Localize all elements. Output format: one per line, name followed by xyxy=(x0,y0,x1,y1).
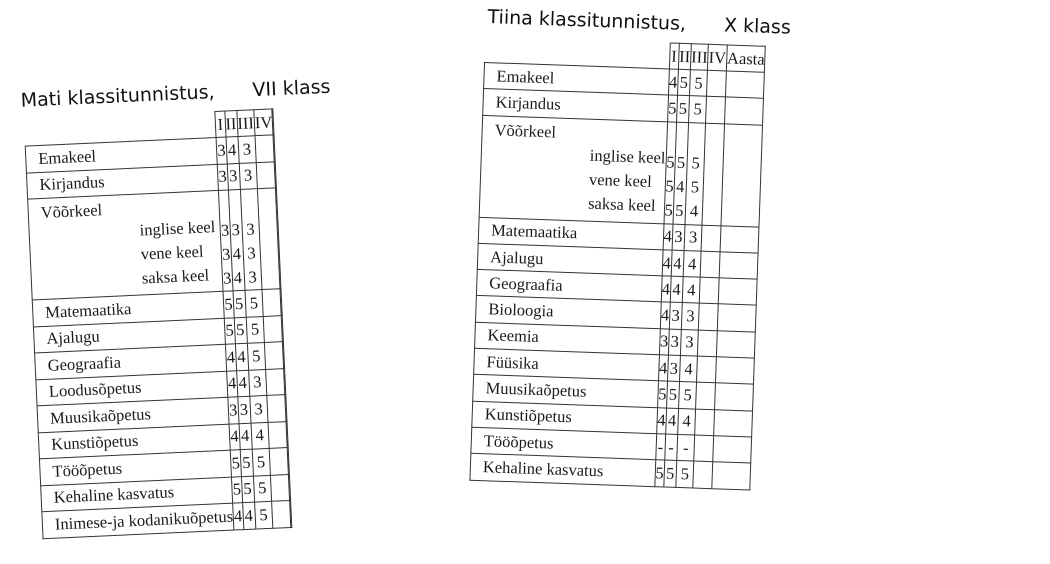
grade-cell xyxy=(275,161,277,188)
grade-cell xyxy=(272,500,292,527)
subject-name: Kehaline kasvatus xyxy=(470,454,655,487)
grade-cell: 4 xyxy=(662,250,672,277)
subject-name: Kunstiõpetus xyxy=(38,424,230,459)
language-grades-cell xyxy=(721,123,763,226)
subject-name: Muusikaõpetus xyxy=(473,375,658,408)
grade-cell: 4 xyxy=(226,137,239,164)
tiina-title-class: X klass xyxy=(723,14,792,39)
grade-cell: 4 xyxy=(663,223,673,250)
grade-cell xyxy=(715,357,754,385)
grade-cell xyxy=(290,500,292,527)
grade-cell: 3 xyxy=(248,369,267,396)
grade-cell: - xyxy=(655,434,665,461)
language-grade: 4 xyxy=(232,243,242,264)
subject-name: Ajalugu xyxy=(477,243,662,276)
grade-cell: 5 xyxy=(254,501,273,528)
language-name: vene keel xyxy=(588,169,653,191)
grade-cell: 3 xyxy=(228,397,238,424)
grade-cell: 3 xyxy=(684,224,702,251)
subject-name: Matemaatika xyxy=(478,217,663,250)
subject-name: Muusikaõpetus xyxy=(37,397,229,432)
grade-cell: 5 xyxy=(234,317,247,344)
mati-header-term-1: I xyxy=(215,111,225,137)
language-grade: 5 xyxy=(665,175,675,196)
grade-cell: 4 xyxy=(251,422,270,449)
language-grade: 4 xyxy=(689,200,699,221)
grade-cell: 3 xyxy=(680,329,698,356)
language-grade: 3 xyxy=(221,244,231,264)
mati-title-class: VII klass xyxy=(252,75,331,102)
grade-cell: 4 xyxy=(683,250,701,277)
grade-cell: 5 xyxy=(657,381,667,408)
grade-cell xyxy=(716,331,755,359)
grade-cell xyxy=(285,395,287,422)
language-grade: 3 xyxy=(222,268,232,288)
grade-cell: 5 xyxy=(232,476,242,503)
grade-cell: 3 xyxy=(672,224,685,251)
grade-cell: 4 xyxy=(656,407,666,434)
grade-cell: 3 xyxy=(239,162,258,189)
grade-cell xyxy=(280,289,282,316)
grade-cell xyxy=(286,421,288,448)
foreign-language-label: Võõrkeel xyxy=(40,200,103,222)
grade-cell xyxy=(707,70,726,97)
grade-cell: 5 xyxy=(252,448,271,475)
grade-cell xyxy=(696,382,715,409)
tiina-header-term-2: II xyxy=(678,43,691,69)
grade-cell xyxy=(263,315,283,342)
mati-table-body xyxy=(25,135,292,538)
grade-cell: 5 xyxy=(240,449,253,476)
language-grade: 3 xyxy=(220,220,230,240)
grade-cell: 4 xyxy=(235,343,248,370)
grade-cell xyxy=(718,278,757,306)
grade-cell: 4 xyxy=(668,69,678,96)
grade-cell xyxy=(719,252,758,280)
subject-name: Inimese-ja kodanikuõpetus xyxy=(42,503,234,538)
grade-cell: 5 xyxy=(233,290,246,317)
subject-name: Bioloogia xyxy=(475,296,660,329)
grade-cell: 5 xyxy=(253,475,272,502)
grade-cell xyxy=(273,135,275,162)
grade-cell xyxy=(255,135,275,162)
grade-cell xyxy=(697,356,716,383)
grade-cell: 5 xyxy=(689,70,707,97)
grade-cell xyxy=(269,448,289,475)
grade-cell: 4 xyxy=(236,370,249,397)
language-grade: 5 xyxy=(665,151,675,172)
grade-cell xyxy=(694,435,713,462)
grade-cell: 5 xyxy=(224,317,234,344)
grade-cell: 5 xyxy=(667,95,677,122)
grade-cell xyxy=(262,289,282,316)
grade-cell: 4 xyxy=(666,408,679,435)
grade-cell xyxy=(725,71,764,99)
grade-cell: 5 xyxy=(676,461,694,488)
grade-cell: 5 xyxy=(230,450,240,477)
subject-name: Loodusõpetus xyxy=(36,371,228,406)
grade-cell: 4 xyxy=(242,502,255,529)
grade-cell xyxy=(717,304,756,332)
subject-name: Emakeel xyxy=(484,62,669,95)
language-grade: 3 xyxy=(245,219,256,239)
tiina-title-name: Tiina klassitunnistus, xyxy=(487,6,687,35)
grade-cell: 5 xyxy=(688,96,706,123)
grade-cell xyxy=(713,409,752,437)
language-grade: 5 xyxy=(676,152,686,172)
grade-cell: 3 xyxy=(216,137,226,164)
grade-cell: 4 xyxy=(678,408,696,435)
subject-name: Kunstiõpetus xyxy=(472,401,657,434)
grade-cell: 4 xyxy=(229,423,239,450)
language-grade: 4 xyxy=(675,176,685,196)
subject-name: Kehaline kasvatus xyxy=(41,477,233,512)
grade-cell xyxy=(282,315,284,342)
grade-cell xyxy=(706,97,725,124)
grade-cell xyxy=(289,474,291,501)
grade-cell xyxy=(699,304,718,331)
language-grade: 3 xyxy=(248,267,258,287)
grade-cell: - xyxy=(677,434,695,461)
grade-cell: 5 xyxy=(223,291,233,318)
grade-cell: 4 xyxy=(682,277,700,304)
grade-cell xyxy=(288,448,290,475)
language-name: vene keel xyxy=(140,241,204,264)
grade-cell: 4 xyxy=(233,503,243,530)
tiina-header-term-1: I xyxy=(669,43,679,69)
grade-cell xyxy=(693,461,712,488)
grade-cell: 4 xyxy=(661,276,671,303)
grade-cell: 5 xyxy=(241,476,254,503)
language-name: inglise keel xyxy=(139,217,216,240)
subject-name: Geograafia xyxy=(476,270,661,303)
grade-cell xyxy=(712,462,751,490)
mati-header-term-3: III xyxy=(236,110,255,137)
grade-cell: 3 xyxy=(238,136,257,163)
grade-cell: 3 xyxy=(217,164,227,191)
grade-cell: 5 xyxy=(676,96,689,123)
language-grade: 3 xyxy=(247,243,257,263)
grade-cell xyxy=(283,342,285,369)
tiina-grades-table xyxy=(469,36,766,490)
grade-cell xyxy=(701,225,720,252)
grade-cell: 4 xyxy=(671,250,684,277)
grade-cell xyxy=(268,421,288,448)
foreign-language-row xyxy=(479,115,763,227)
tiina-header-term-3: III xyxy=(690,44,708,71)
grade-cell: 3 xyxy=(237,396,250,423)
grade-cell: 3 xyxy=(249,395,268,422)
grade-cell: 3 xyxy=(227,163,240,190)
grade-cell xyxy=(267,395,287,422)
language-name: inglise keel xyxy=(589,145,666,167)
language-grade: 5 xyxy=(674,200,684,220)
grade-cell: 3 xyxy=(659,329,669,356)
subject-name: Kirjandus xyxy=(26,164,218,199)
grade-cell xyxy=(712,436,751,464)
subject-name: Ajalugu xyxy=(33,318,225,353)
language-grade: 5 xyxy=(691,152,701,173)
foreign-language-label: Võõrkeel xyxy=(494,119,557,142)
grade-cell: 4 xyxy=(227,370,237,397)
mati-title-name: Mati klassitunnistus, xyxy=(20,81,215,112)
grade-cell: 4 xyxy=(670,276,683,303)
grade-cell xyxy=(284,368,286,395)
grade-cell xyxy=(700,277,719,304)
language-grade: 4 xyxy=(233,267,243,288)
grade-cell: - xyxy=(665,434,678,461)
grade-cell: 5 xyxy=(246,316,265,343)
grade-cell: 3 xyxy=(667,355,680,382)
language-grade: 5 xyxy=(690,176,700,197)
grade-cell: 3 xyxy=(681,303,699,330)
grade-cell: 3 xyxy=(668,329,681,356)
grade-cell xyxy=(701,251,720,278)
language-name: saksa keel xyxy=(587,193,656,215)
language-name: saksa keel xyxy=(141,265,210,288)
grade-cell xyxy=(264,342,284,369)
grade-cell: 5 xyxy=(677,69,690,96)
subject-name: Tööõpetus xyxy=(471,427,656,460)
mati-card-title xyxy=(20,76,331,112)
subject-name: Geograafia xyxy=(35,344,227,379)
foreign-language-cell xyxy=(28,190,224,300)
grade-cell xyxy=(720,225,759,253)
subject-name: Füüsika xyxy=(474,348,659,381)
tiina-table-body xyxy=(470,62,765,489)
grade-cell: 4 xyxy=(239,423,252,450)
grade-cell xyxy=(724,97,763,125)
grade-cell xyxy=(714,383,753,411)
language-grade: 5 xyxy=(664,199,674,220)
grade-cell: 4 xyxy=(660,302,670,329)
subject-name: Matemaatika xyxy=(32,291,224,326)
grade-cell xyxy=(256,161,276,188)
grade-cell: 3 xyxy=(669,303,682,330)
grade-cell xyxy=(695,409,714,436)
mati-header-term-4: IV xyxy=(254,109,274,136)
subject-name: Tööõpetus xyxy=(39,450,231,485)
grade-cell: 5 xyxy=(247,342,266,369)
grade-cell: 5 xyxy=(666,381,679,408)
mati-grades-table xyxy=(24,108,293,538)
language-grade: 3 xyxy=(231,220,241,240)
foreign-language-cell xyxy=(479,115,667,223)
grade-cell xyxy=(266,368,286,395)
grade-cell xyxy=(270,474,290,501)
grade-cell xyxy=(698,330,717,357)
grade-cell: 5 xyxy=(245,290,264,317)
tiina-header-term-4: IV xyxy=(708,44,727,71)
subject-name: Kirjandus xyxy=(483,89,668,122)
grade-cell: 5 xyxy=(664,460,677,487)
mati-header-term-2: II xyxy=(224,111,237,138)
tiina-header-year: Aasta xyxy=(726,45,765,72)
subject-name: Keemia xyxy=(475,322,660,355)
grade-cell: 4 xyxy=(658,355,668,382)
subject-name: Emakeel xyxy=(25,137,217,172)
tiina-card-title xyxy=(487,6,791,39)
grade-cell: 5 xyxy=(654,460,664,487)
grade-cell: 4 xyxy=(226,344,236,371)
grade-cell: 4 xyxy=(679,356,697,383)
foreign-language-row xyxy=(28,188,282,300)
grade-cell: 5 xyxy=(678,382,696,409)
